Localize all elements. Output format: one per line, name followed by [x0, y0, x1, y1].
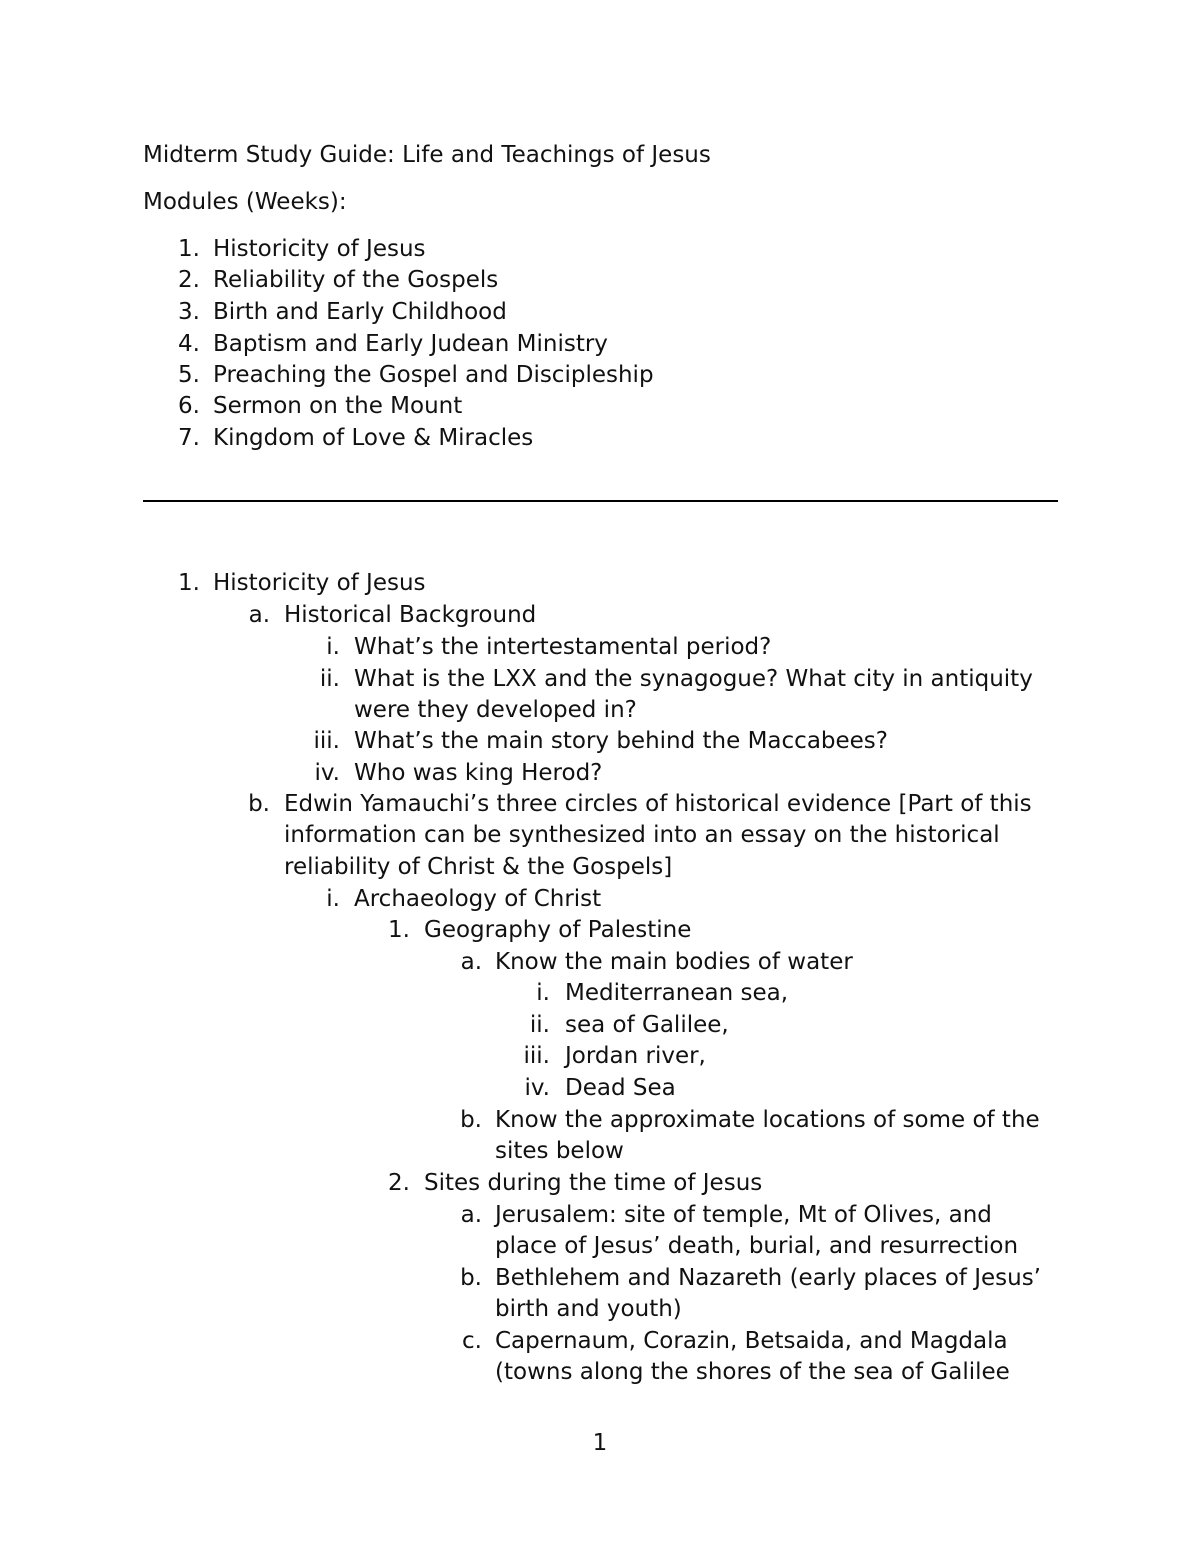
outline-roman: i.: [536, 980, 550, 1006]
outline-item: What’s the intertestamental period?: [354, 634, 772, 660]
outline-item-continued: sites below: [495, 1138, 624, 1164]
outline-letter: b.: [460, 1107, 482, 1133]
outline-item: Know the main bodies of water: [495, 949, 853, 975]
list-item-number: 3.: [178, 299, 200, 325]
outline-item: Dead Sea: [565, 1075, 676, 1101]
outline-letter: c.: [462, 1328, 482, 1354]
outline-roman: i.: [326, 634, 340, 660]
outline-roman: iv.: [314, 760, 340, 786]
outline-item: Historical Background: [284, 602, 537, 628]
list-item: Birth and Early Childhood: [213, 299, 507, 325]
document-title: Midterm Study Guide: Life and Teachings of Jesus: [143, 142, 711, 168]
list-item-number: 7.: [178, 425, 200, 451]
list-item-number: 1.: [178, 236, 200, 262]
list-item-number: 5.: [178, 362, 200, 388]
outline-item: Historicity of Jesus: [213, 570, 426, 596]
list-item: Reliability of the Gospels: [213, 267, 499, 293]
outline-item: Jerusalem: site of temple, Mt of Olives, and: [495, 1202, 992, 1228]
outline-item: Jordan river,: [565, 1043, 706, 1069]
outline-item: sea of Galilee,: [565, 1012, 729, 1038]
outline-item-continued: birth and youth): [495, 1296, 682, 1322]
outline-item: Mediterranean sea,: [565, 980, 789, 1006]
outline-item: Sites during the time of Jesus: [424, 1170, 763, 1196]
outline-item-continued: place of Jesus’ death, burial, and resurrection: [495, 1233, 1019, 1259]
outline-item: Capernaum, Corazin, Betsaida, and Magdala: [495, 1328, 1008, 1354]
outline-item-continued: were they developed in?: [354, 697, 637, 723]
list-item: Sermon on the Mount: [213, 393, 463, 419]
outline-item-continued: reliability of Christ & the Gospels]: [284, 854, 673, 880]
outline-item: What’s the main story behind the Maccabees?: [354, 728, 888, 754]
list-item-number: 4.: [178, 331, 200, 357]
outline-roman: iv.: [524, 1075, 550, 1101]
outline-letter: a.: [460, 949, 482, 975]
outline-item: Who was king Herod?: [354, 760, 603, 786]
outline-item: What is the LXX and the synagogue? What city in antiquity: [354, 666, 1033, 692]
list-item: Historicity of Jesus: [213, 236, 426, 262]
outline-roman: iii.: [523, 1043, 550, 1069]
outline-item-continued: (towns along the shores of the sea of Galilee: [495, 1359, 1010, 1385]
outline-item: Know the approximate locations of some of the: [495, 1107, 1040, 1133]
horizontal-divider: [143, 500, 1058, 502]
outline-letter: b.: [460, 1265, 482, 1291]
list-item-number: 6.: [178, 393, 200, 419]
outline-letter: a.: [460, 1202, 482, 1228]
outline-item: Geography of Palestine: [424, 917, 692, 943]
page-number: 1: [592, 1430, 608, 1456]
outline-item: Bethlehem and Nazareth (early places of Jesus’: [495, 1265, 1041, 1291]
outline-number: 1.: [178, 570, 200, 596]
outline-roman: i.: [326, 886, 340, 912]
outline-roman: ii.: [529, 1012, 550, 1038]
outline-roman: ii.: [319, 666, 340, 692]
outline-item: Archaeology of Christ: [354, 886, 602, 912]
outline-number: 1.: [388, 917, 410, 943]
outline-letter: a.: [248, 602, 270, 628]
list-item-number: 2.: [178, 267, 200, 293]
outline-item-continued: information can be synthesized into an essay on the historical: [284, 822, 1000, 848]
list-item: Baptism and Early Judean Ministry: [213, 331, 608, 357]
outline-letter: b.: [248, 791, 270, 817]
list-item: Kingdom of Love & Miracles: [213, 425, 534, 451]
list-item: Preaching the Gospel and Discipleship: [213, 362, 654, 388]
outline-item: Edwin Yamauchi’s three circles of historical evidence [Part of this: [284, 791, 1032, 817]
modules-heading: Modules (Weeks):: [143, 189, 347, 215]
outline-number: 2.: [388, 1170, 410, 1196]
outline-roman: iii.: [313, 728, 340, 754]
